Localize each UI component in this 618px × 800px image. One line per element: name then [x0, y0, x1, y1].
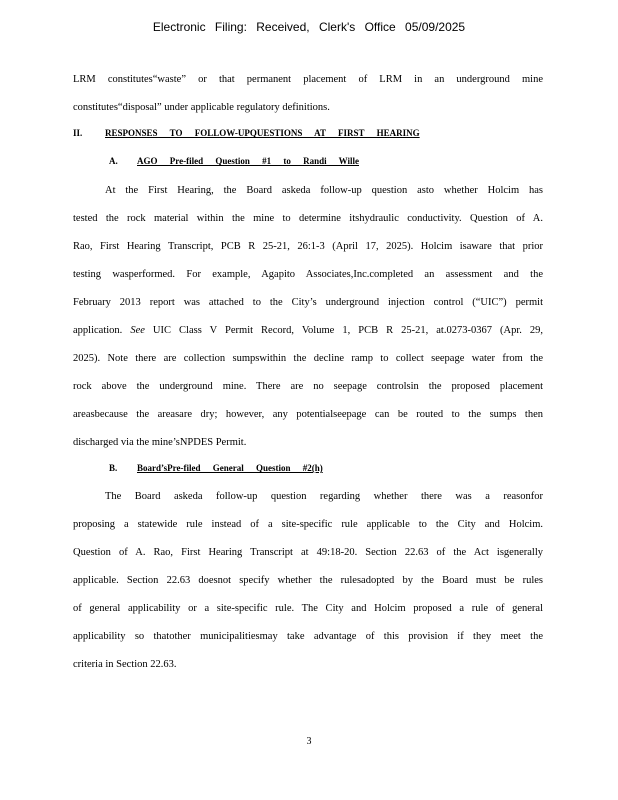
text-line: Question of A. Rao, First Hearing Transcript at 49:18-20. Section 22.63 of the Act isgenerally [73, 547, 543, 558]
section-heading [73, 128, 420, 138]
text-line: applicability so thatother municipalitiesmay take advantage of this provision if they meet the [73, 631, 543, 642]
text-line: The Board askeda follow-up question regarding whether there was a reasonfor [105, 491, 543, 502]
text-line: Rao, First Hearing Transcript, PCB R 25-21, 26:1-3 (April 17, 2025). Holcim isaware that prior [73, 241, 543, 252]
text-line: proposing a statewide rule instead of a site-specific rule applicable to the City and Holcim. [73, 519, 543, 530]
text-line: criteria in Section 22.63. [73, 659, 177, 670]
text-line: LRM constitutes“waste” or that permanent placement of LRM in an underground mine [73, 74, 543, 85]
see-signal: See [130, 325, 145, 336]
text-line: discharged via the mine’sNPDES Permit. [73, 437, 247, 448]
text-line: February 2013 report was attached to the City’s underground injection control (“UIC”) permit [73, 297, 543, 308]
citation-pre: application. [73, 325, 123, 336]
paragraph-b [73, 483, 543, 679]
text-line: At the First Hearing, the Board askeda follow-up question asto whether Holcim has [105, 185, 543, 196]
subsection-letter: A. [109, 156, 118, 166]
text-line: testing wasperformed. For example, Agapito Associates,Inc.completed an assessment and the [73, 269, 543, 280]
section-title: RESPONSES TO FOLLOW-UPQUESTIONS AT FIRST HEARING [105, 128, 420, 138]
text-line: applicable. Section 22.63 doesnot specify whether the rulesadopted by the Board must be rules [73, 575, 543, 586]
subsection-a-heading [109, 156, 359, 166]
subsection-b-heading [109, 463, 323, 473]
citation-post: UIC Class V Permit Record, Volume 1, PCB R 25-21, at.0273-0367 (Apr. 29, [152, 325, 543, 336]
subsection-title: Board’sPre-filed General Question #2(h) [137, 463, 323, 473]
page-number: 3 [306, 736, 312, 747]
text-line: constitutes“disposal” under applicable regulatory definitions. [73, 102, 330, 113]
text-line-citation [73, 317, 543, 345]
text-line: tested the rock material within the mine to determine itshydraulic conductivity. Question of A. [73, 213, 543, 224]
section-number: II. [73, 128, 83, 138]
intro-paragraph [73, 66, 543, 122]
paragraph-a [73, 177, 543, 457]
text-line: rock above the underground mine. There are no seepage controlsin the proposed placement [73, 381, 543, 392]
subsection-letter: B. [109, 463, 118, 473]
text-line: of general applicability or a site-specific rule. The City and Holcim proposed a rule of general [73, 603, 543, 614]
filing-stamp-header: Electronic Filing: Received, Clerk's Office 05/09/2025 [152, 20, 466, 34]
text-line: areasbecause the areasare dry; however, any potentialseepage can be routed to the sumps then [73, 409, 543, 420]
subsection-title: AGO Pre-filed Question #1 to Randi Wille [137, 156, 360, 166]
text-line: 2025). Note there are collection sumpswithin the decline ramp to collect seepage water from the [73, 353, 543, 364]
